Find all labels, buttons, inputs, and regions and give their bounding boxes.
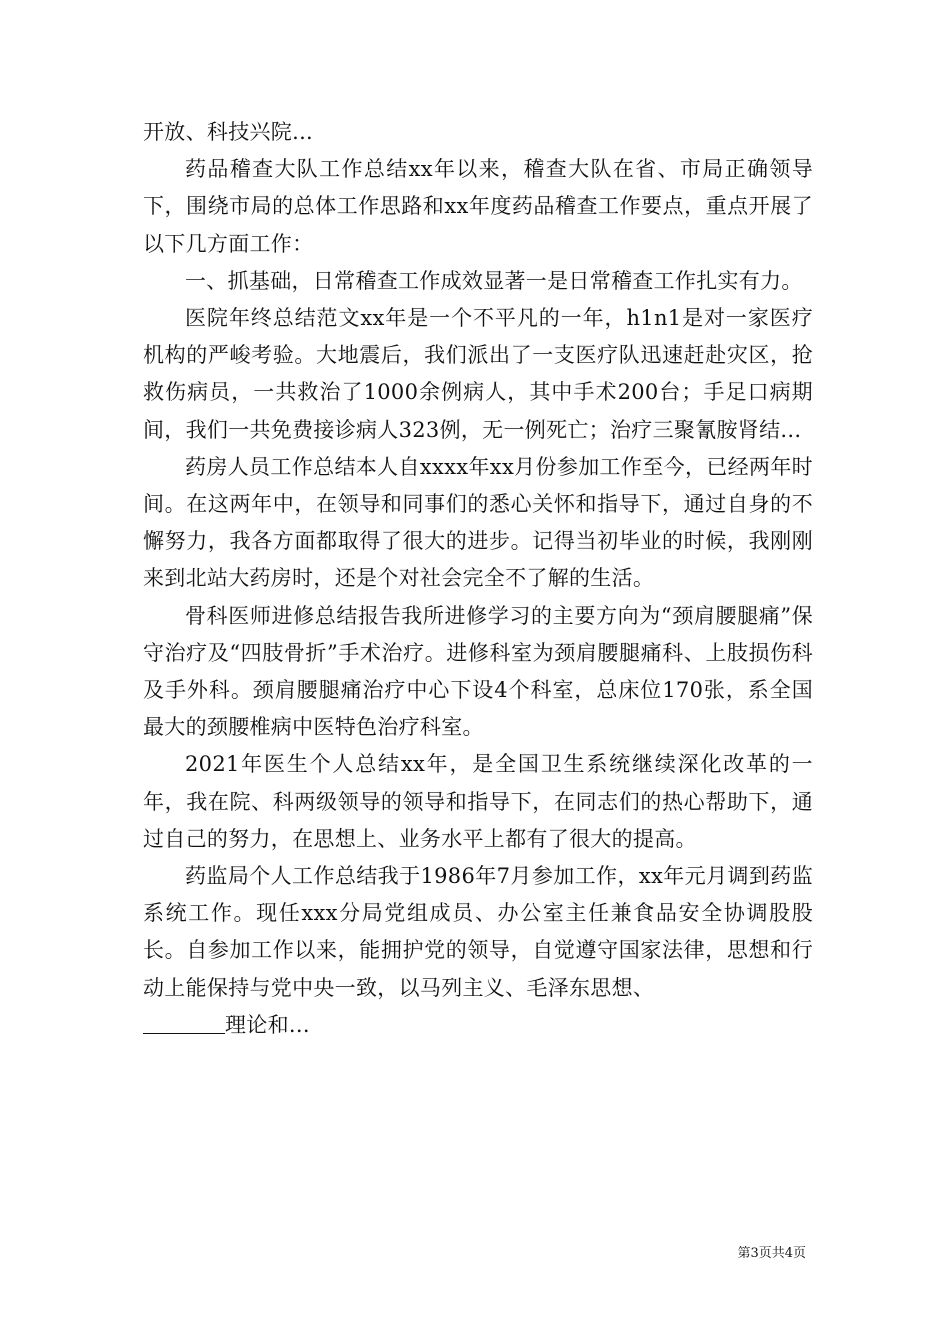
paragraph-5: 药房人员工作总结本人自xxxx年xx月份参加工作至今，已经两年时间。在这两年中，在领导和同事们的悉心关怀和指导下，通过自身的不懈努力，我各方面都取得了很大的进步。记得当初毕业的时候，我刚刚来到北站大药房时，还是个对社会完全不了解的生活。 [143,454,813,591]
document-body [143,114,813,1044]
paragraph-8-tail: 理论和... [225,1012,310,1037]
page-footer [737,1246,806,1262]
paragraph-6: 骨科医师进修总结报告我所进修学习的主要方向为“颈肩腰腿痛”保守治疗及“四肢骨折”手术治疗。进修科室为颈肩腰腿痛科、上肢损伤科及手外科。颈肩腰腿痛治疗中心下设4个科室，总床位170张，系全国最大的颈腰椎病中医特色治疗科室。 [143,603,813,740]
paragraph-4: 医院年终总结范文xx年是一个不平凡的一年，h1n1是对一家医疗机构的严峻考验。大地震后，我们派出了一支医疗队迅速赶赴灾区，抢救伤病员，一共救治了1000余例病人，其中手术200台；手足口病期间，我们一共免费接诊病人323例，无一例死亡；治疗三聚氰胺肾结... [143,306,813,442]
paragraph-8: 药监局个人工作总结我于1986年7月参加工作，xx年元月调到药监系统工作。现任xxx分局党组成员、办公室主任兼食品安全协调股股长。自参加工作以来，能拥护党的领导，自觉遵守国家法律，思想和行动上能保持与党中央一致，以马列主义、毛泽东思想、 [143,864,813,1000]
page-number-indicator: 第3页共4页 [737,1246,806,1261]
paragraph-7: 2021年医生个人总结xx年，是全国卫生系统继续深化改革的一年，我在院、科两级领导的领导和指导下，在同志们的热心帮助下，通过自己的努力，在思想上、业务水平上都有了很大的提高。 [143,752,813,851]
paragraph-1: 开放、科技兴院... [143,120,314,144]
paragraph-8-continuation [143,1007,813,1044]
fill-in-blank [143,1013,225,1034]
paragraph-3: 一、抓基础，日常稽查工作成效显著一是日常稽查工作扎实有力。 [185,268,803,293]
paragraph-2: 药品稽查大队工作总结xx年以来，稽查大队在省、市局正确领导下，围绕市局的总体工作思路和xx年度药品稽查工作要点，重点开展了以下几方面工作： [143,157,813,256]
